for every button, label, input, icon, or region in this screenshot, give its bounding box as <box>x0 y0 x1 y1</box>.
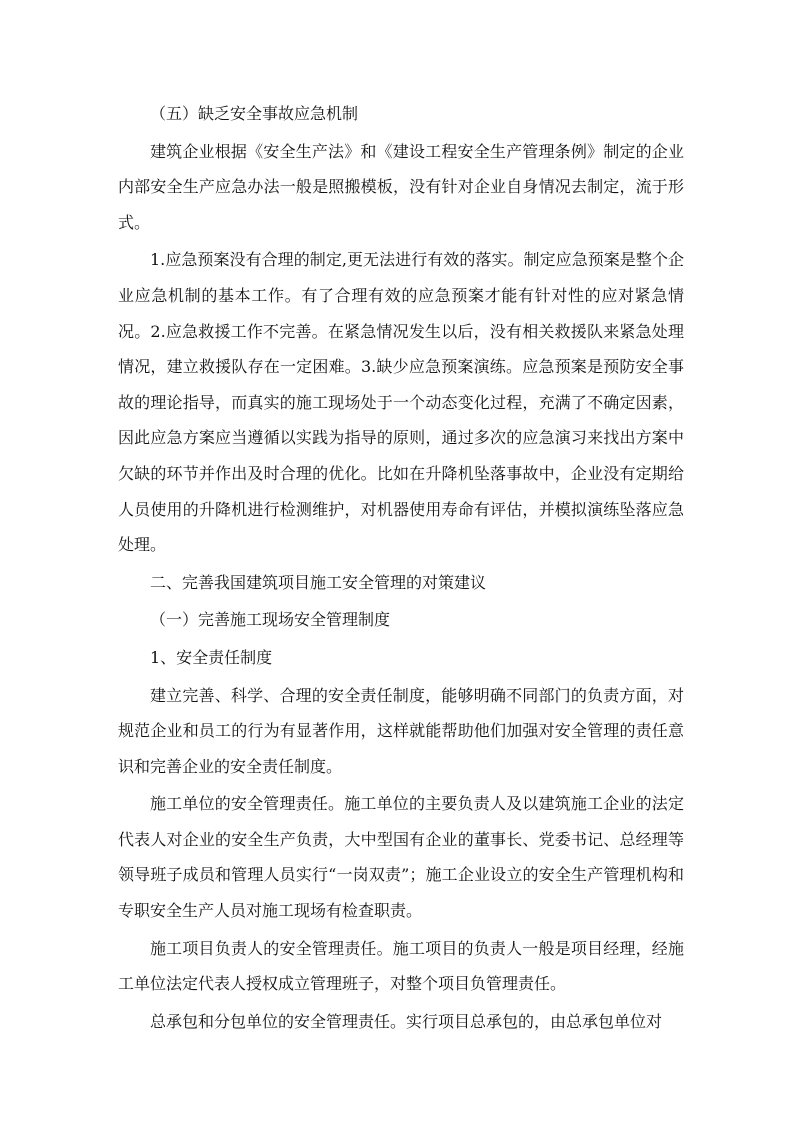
subsection-heading-site-management: （一）完善施工现场安全管理制度 <box>150 610 391 630</box>
section-heading-recommendations: 二、完善我国建筑项目施工安全管理的对策建议 <box>150 572 487 592</box>
subsection-heading-responsibility: 1、安全责任制度 <box>150 647 273 667</box>
body-text <box>118 96 684 1041</box>
paragraph-responsibility-system: 建立完善、科学、合理的安全责任制度，能够明确不同部门的负责方面，对规范企业和员工的行为有显著作用，这样就能帮助他们加强对安全管理的责任意识和完善企业的安全责任制度。 <box>118 685 684 776</box>
paragraph-construction-unit: 施工单位的安全管理责任。施工单位的主要负责人及以建筑施工企业的法定代表人对企业的安全生产负责，大中型国有企业的董事长、党委书记、总经理等领导班子成员和管理人员实行“一岗双责”；施工企业设立的安全生产管理机构和专职安全生产人员对施工现场有检查职责。 <box>118 794 684 921</box>
paragraph-project-leader: 施工项目负责人的安全管理责任。施工项目的负责人一般是项目经理，经施工单位法定代表人授权成立管理班子，对整个项目负管理责任。 <box>118 938 684 994</box>
paragraph-contractor: 总承包和分包单位的安全管理责任。实行项目总承包的，由总承包单位对 <box>150 1011 663 1031</box>
paragraph-emergency-intro: 建筑企业根据《安全生产法》和《建设工程安全生产管理条例》制定的企业内部安全生产应急办法一般是照搬模板，没有针对企业自身情况去制定，流于形式。 <box>118 141 684 232</box>
section-heading-emergency: （五）缺乏安全事故应急机制 <box>150 104 359 123</box>
paragraph-emergency-details: 1.应急预案没有合理的制定,更无法进行有效的落实。制定应急预案是整个企业应急机制的基本工作。有了合理有效的应急预案才能有针对性的应对紧急情况。2.应急救援工作不完善。在紧急情况发生以后，没有相关救援队来紧急处理情况，建立救援队存在一定困难。3.缺少应急预案演练。应急预案是预防安全事故的理论指导，而真实的施工现场处于一个动态变化过程，充满了不确定因素，因此应急方案应当遵循以实践为指导的原则，通过多次的应急演习来找出方案中欠缺的环节并作出及时合理的优化。比如在升降机坠落事故中，企业没有定期给人员使用的升降机进行检测维护，对机器使用寿命有评估，并模拟演练坠落应急处理。 <box>118 250 684 555</box>
